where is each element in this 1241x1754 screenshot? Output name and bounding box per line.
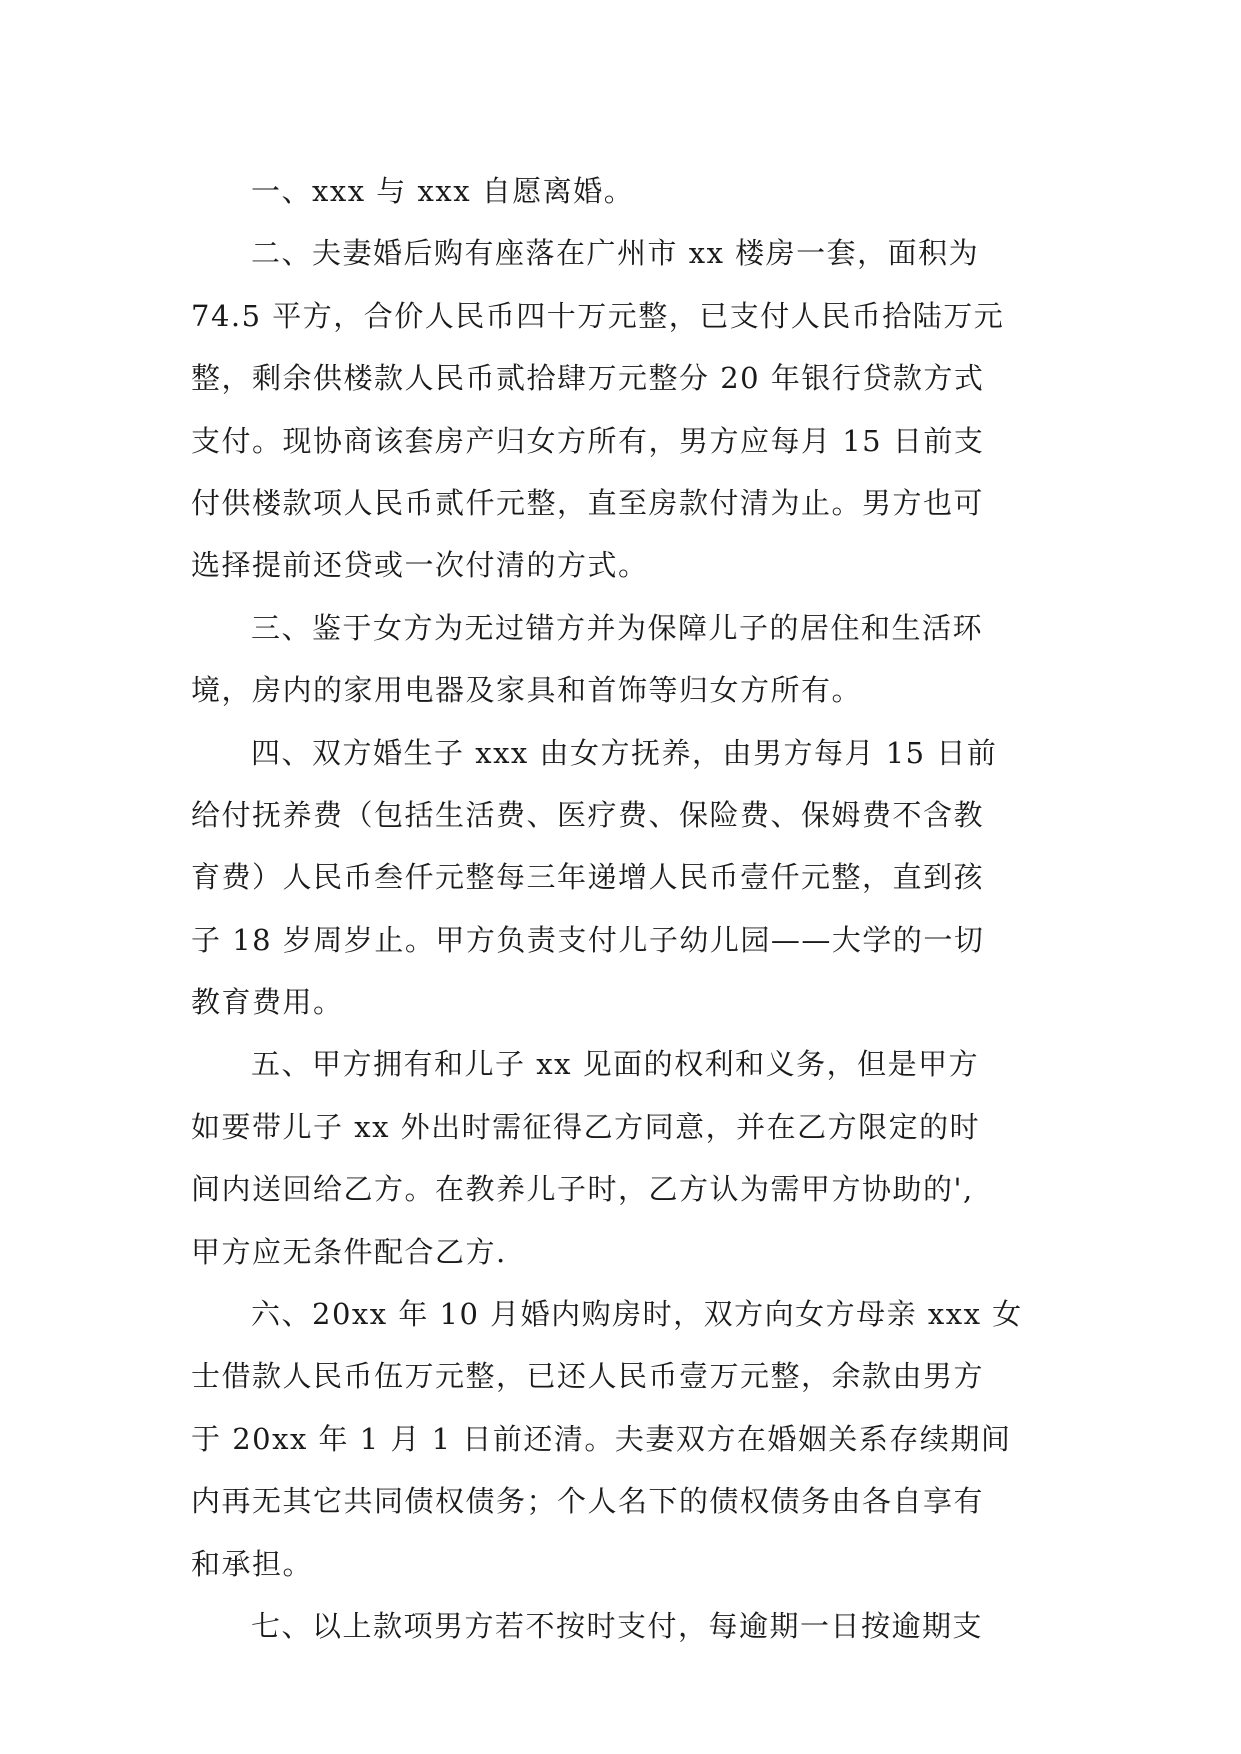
clause-1 xyxy=(191,160,1051,222)
clause-line: 二、夫妻婚后购有座落在广州市 xx 楼房一套，面积为 xyxy=(251,236,980,271)
clause-line: 五、甲方拥有和儿子 xx 见面的权利和义务，但是甲方 xyxy=(251,1047,980,1082)
agreement-body xyxy=(191,160,1051,1657)
clause-line: 间内送回给乙方。在教养儿子时，乙方认为需甲方协助的', xyxy=(191,1172,974,1207)
clause-line: 如要带儿子 xx 外出时需征得乙方同意，并在乙方限定的时 xyxy=(191,1109,981,1144)
clause-7 xyxy=(191,1595,1051,1657)
clause-line: 整，剩余供楼款人民币贰拾肆万元整分 20 年银行贷款方式 xyxy=(191,361,985,396)
clause-line: 甲方应无条件配合乙方. xyxy=(191,1234,507,1269)
clause-line: 七、以上款项男方若不按时支付，每逾期一日按逾期支 xyxy=(251,1608,984,1643)
clause-line: 于 20xx 年 1 月 1 日前还清。夫妻双方在婚姻关系存续期间 xyxy=(191,1421,1012,1456)
clause-5 xyxy=(191,1033,1051,1283)
clause-line: 选择提前还贷或一次付清的方式。 xyxy=(191,548,649,583)
clause-2 xyxy=(191,222,1051,596)
clause-4 xyxy=(191,722,1051,1034)
clause-6 xyxy=(191,1283,1051,1595)
clause-line: 子 18 岁周岁止。甲方负责支付儿子幼儿园——大学的一切 xyxy=(191,922,985,957)
clause-line: 和承担。 xyxy=(191,1546,314,1581)
clause-line: 一、xxx 与 xxx 自愿离婚。 xyxy=(251,174,635,208)
clause-line: 内再无其它共同债权债务；个人名下的债权债务由各自享有 xyxy=(191,1484,985,1519)
clause-line: 四、双方婚生子 xxx 由女方抚养，由男方每月 15 日前 xyxy=(251,735,998,770)
clause-line: 给付抚养费（包括生活费、医疗费、保险费、保姆费不含教 xyxy=(191,797,985,832)
clause-line: 支付。现协商该套房产归女方所有，男方应每月 15 日前支 xyxy=(191,423,985,458)
clause-3 xyxy=(191,597,1051,722)
clause-line: 三、鉴于女方为无过错方并为保障儿子的居住和生活环 xyxy=(251,610,984,645)
clause-line: 境，房内的家用电器及家具和首饰等归女方所有。 xyxy=(191,673,863,708)
clause-line: 六、20xx 年 10 月婚内购房时，双方向女方母亲 xxx 女 xyxy=(251,1297,1023,1332)
clause-line: 士借款人民币伍万元整，已还人民币壹万元整，余款由男方 xyxy=(191,1359,985,1394)
clause-line: 教育费用。 xyxy=(191,985,344,1020)
clause-line: 付供楼款项人民币贰仟元整，直至房款付清为止。男方也可 xyxy=(191,485,985,520)
clause-line: 育费）人民币叁仟元整每三年递增人民币壹仟元整，直到孩 xyxy=(191,860,985,895)
clause-line: 74.5 平方，合价人民币四十万元整，已支付人民币拾陆万元 xyxy=(191,298,1005,333)
